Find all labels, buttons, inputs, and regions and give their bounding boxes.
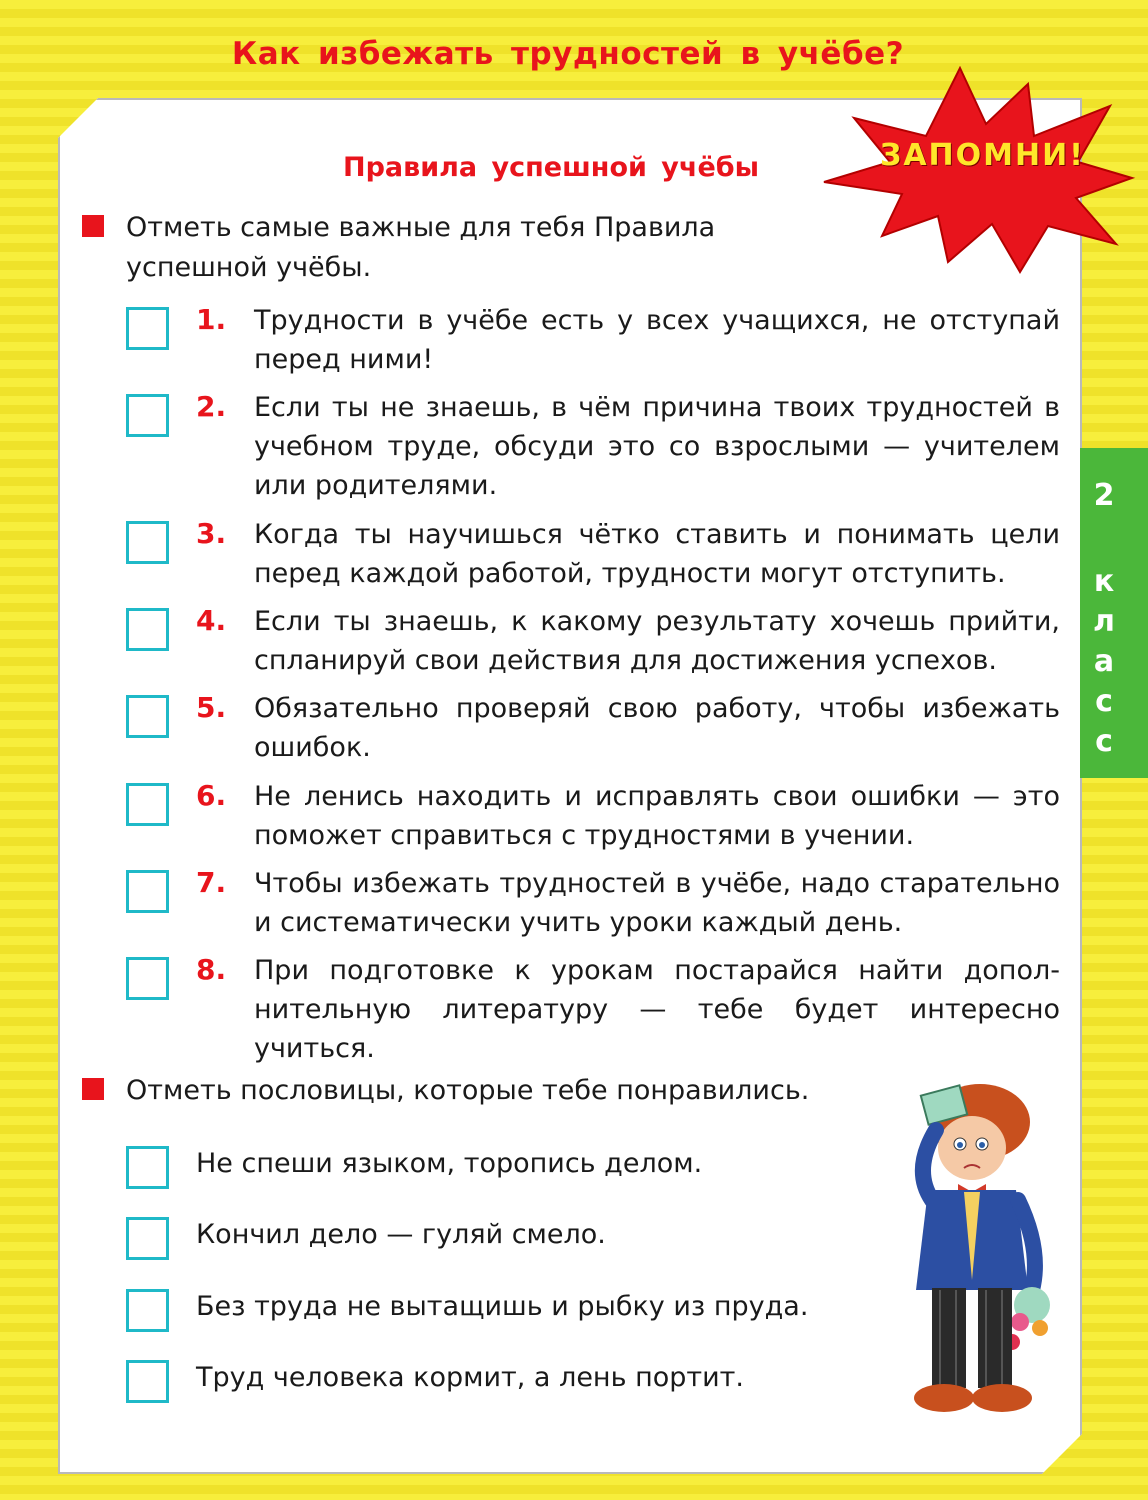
rule-checkbox[interactable] — [126, 608, 169, 651]
rule-number: 1. — [196, 303, 227, 336]
proverb-text: Кончил дело — гуляй смело. — [196, 1219, 606, 1250]
rule-text: Чтобы избежать трудностей в учёбе, надо старательно и систематически учить уроки каждый день. — [254, 868, 1060, 938]
rule-number: 8. — [196, 953, 227, 986]
proverb-item — [126, 1358, 886, 1408]
task1-line1: Отметь самые важные для тебя Правила — [126, 212, 716, 243]
rule-checkbox[interactable] — [126, 695, 169, 738]
rule-number: 2. — [196, 390, 227, 423]
side-tab-letter: с — [1095, 684, 1113, 719]
red-square-bullet-icon — [82, 215, 104, 237]
proverb-checkbox[interactable] — [126, 1289, 169, 1332]
task2-text: Отметь пословицы, которые тебе понравились. — [126, 1075, 810, 1106]
rule-checkbox[interactable] — [126, 521, 169, 564]
proverb-item — [126, 1144, 886, 1194]
task-instruction-2 — [82, 1071, 809, 1111]
proverb-text: Без труда не вытащишь и рыбку из пруда. — [196, 1291, 809, 1322]
rule-number: 7. — [196, 866, 227, 899]
rule-text: Когда ты научишься чётко ставить и понимать цели перед каждой работой, трудности могут отступить. — [254, 519, 1060, 589]
rule-number: 4. — [196, 604, 227, 637]
rule-checkbox[interactable] — [126, 957, 169, 1000]
rule-text: Обязательно проверяй свою работу, чтобы избежать ошибок. — [254, 693, 1060, 763]
proverb-text: Не спеши языком, торопись делом. — [196, 1148, 703, 1179]
proverb-checkbox[interactable] — [126, 1146, 169, 1189]
rule-text: Если ты знаешь, к какому результату хочешь прийти, спланируй свои действия для достижения успехов. — [254, 606, 1060, 676]
page-title: Как избежать трудностей в учёбе? — [231, 36, 905, 72]
task-instruction-1 — [82, 208, 715, 288]
red-square-bullet-icon — [82, 1078, 104, 1100]
proverb-item — [126, 1287, 886, 1337]
rule-number: 5. — [196, 691, 227, 724]
side-tab-letter: с — [1095, 724, 1113, 759]
rule-text: Трудности в учёбе есть у всех учащихся, не отступай перед ними! — [254, 305, 1060, 375]
rule-text: Не ленись находить и исправлять свои ошибки — это поможет справиться с трудностями в учении. — [254, 781, 1060, 851]
section-title: Правила успешной учёбы — [343, 152, 760, 183]
rule-checkbox[interactable] — [126, 870, 169, 913]
boy-illustration-icon — [872, 1080, 1072, 1430]
side-tab-letter: а — [1093, 644, 1115, 679]
rule-text: При подготовке к урокам постарайся найти дополнительную литературу — тебе будет интересно учиться. — [254, 955, 1060, 1064]
grade-side-tab — [1080, 448, 1148, 778]
rule-number: 6. — [196, 779, 227, 812]
rule-text: Если ты не знаешь, в чём причина твоих трудностей в учебном труде, обсуди это со взрослыми — учителем или родителями. — [254, 392, 1060, 501]
proverb-checkbox[interactable] — [126, 1217, 169, 1260]
side-tab-letter: к — [1093, 564, 1115, 599]
proverb-item — [126, 1215, 886, 1265]
rule-number: 3. — [196, 517, 227, 550]
side-tab-letter: 2 — [1093, 478, 1115, 513]
badge-label: ЗАПОМНИ! — [880, 138, 1085, 173]
rule-checkbox[interactable] — [126, 394, 169, 437]
task1-line2: успешной учёбы. — [126, 252, 372, 283]
proverb-text: Труд человека кормит, а лень портит. — [196, 1362, 744, 1393]
rule-checkbox[interactable] — [126, 783, 169, 826]
side-tab-letter: л — [1093, 604, 1115, 639]
proverb-checkbox[interactable] — [126, 1360, 169, 1403]
rule-checkbox[interactable] — [126, 307, 169, 350]
